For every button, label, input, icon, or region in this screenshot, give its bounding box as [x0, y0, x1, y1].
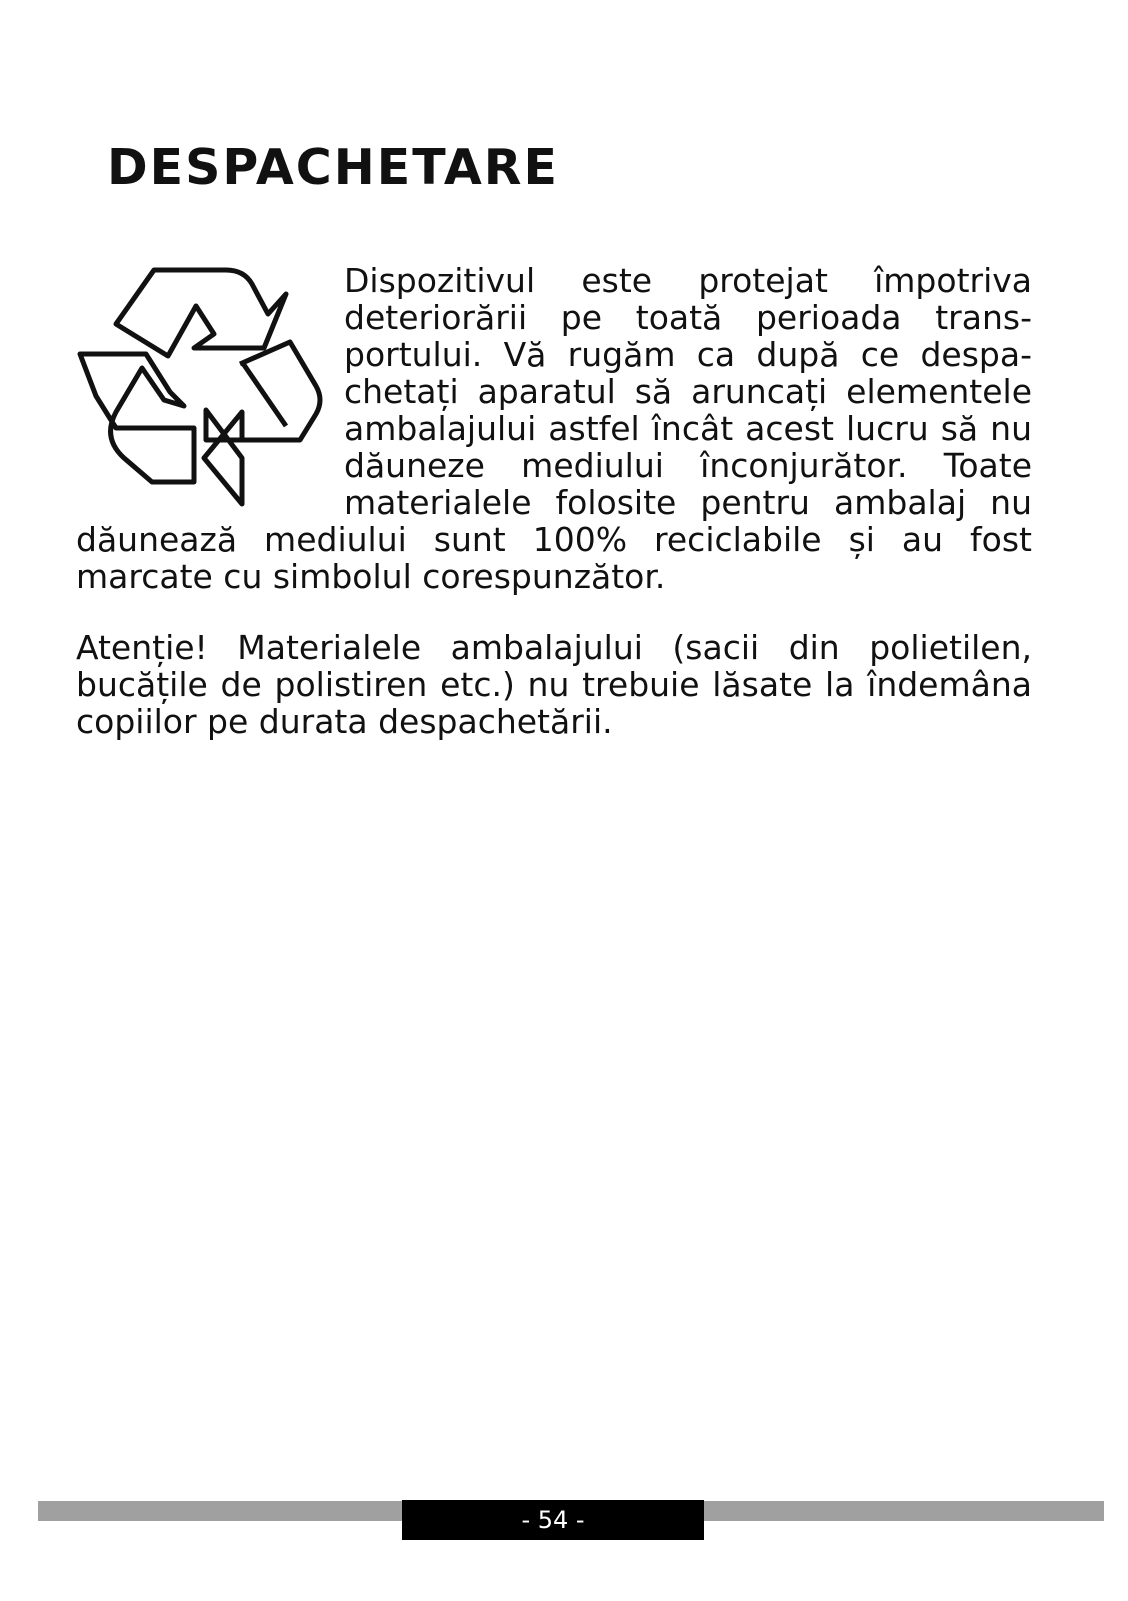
page-title: DESPACHETARE	[107, 139, 559, 196]
paragraph-warning: Atenție! Materialele ambalajului (sacii din polietilen, bucățile de polistiren etc.) nu trebuie lăsate la îndemâna copiilor pe durata despachetării.	[76, 628, 1032, 741]
recycle-icon	[76, 262, 326, 517]
main-content	[76, 262, 1032, 740]
paragraph-intro: Dispozitivul este protejat împotriva deteriorării pe toată perioada transportului. Vă rugăm ca după ce despachetați aparatul să aruncați elementele ambalajului astfel încât acest lucru să nu dăuneze mediului înconjurător. Toate materialele folosite pentru ambalaj nu dăunează mediului sunt 100% reciclabile și au fost marcate cu simbolul corespunzător.	[76, 261, 1032, 596]
page-number: - 54 -	[402, 1500, 704, 1540]
